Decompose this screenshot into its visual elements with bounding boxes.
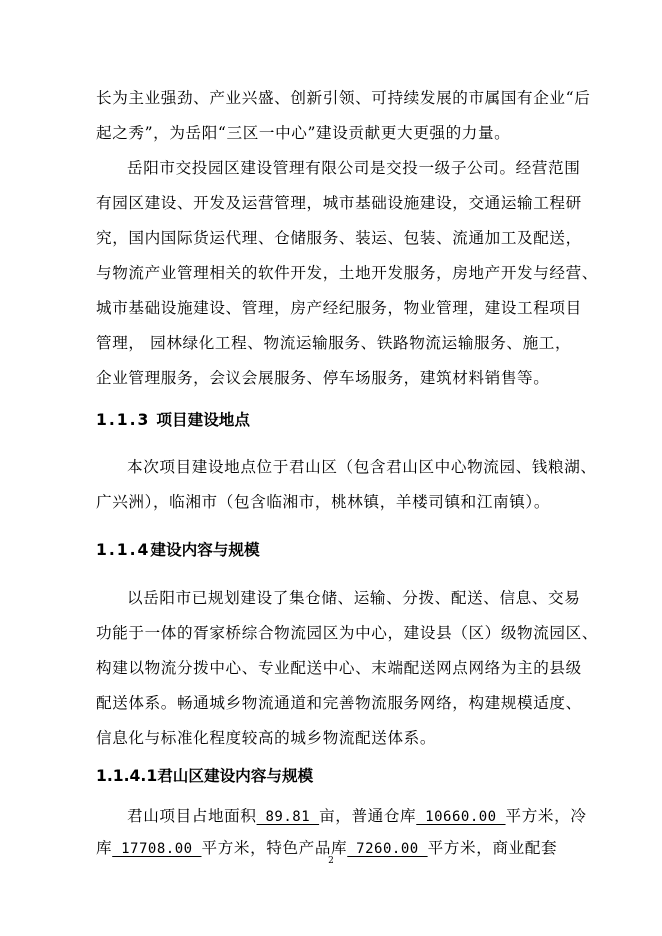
unit-mu-text: 亩，普通仓库 <box>319 807 417 825</box>
company-line-2: 有园区建设、开发及运营管理，城市基础设施建设，交通运输工程研 <box>96 194 582 212</box>
scope-line-4: 配送体系。畅通城乡物流通道和完善物流服务网络，构建规模适度、 <box>96 694 582 712</box>
unit-sqm-special-text: 平方米，特色产品库 <box>201 839 348 857</box>
location-line-2: 广兴洲），临湘市（包含临湘市，桃林镇，羊楼司镇和江南镇）。 <box>96 493 551 511</box>
junshan-prefix: 君山项目占地面积 <box>127 807 257 825</box>
land-area-value: 89.81 <box>256 809 320 825</box>
intro-line-2: 起之秀”，为岳阳“三区一中心”建设贡献更大更强的力量。 <box>96 124 511 142</box>
company-line-7: 企业管理服务，会议会展服务、停车场服务，建筑材料销售等。 <box>96 369 550 387</box>
section-title: 项目建设地点 <box>156 411 250 429</box>
company-line-1: 岳阳市交投园区建设管理有限公司是交投一级子公司。经营范围 <box>127 159 581 177</box>
section-number: 1.1.4 <box>96 541 151 559</box>
scope-line-5: 信息化与标准化程度较高的城乡物流配送体系。 <box>96 729 437 747</box>
company-line-4: 与物流产业管理相关的软件开发，土地开发服务，房地产开发与经营、 <box>96 264 599 282</box>
scope-line-1: 以岳阳市已规划建设了集仓储、运输、分拨、配送、信息、交易 <box>127 589 581 607</box>
section-heading-1-1-3 <box>96 410 250 430</box>
section-title: 建设内容与规模 <box>150 541 260 559</box>
company-line-5: 城市基础设施建设、管理，房产经纪服务，物业管理，建设工程项目 <box>96 299 582 317</box>
section-title: 君山区建设内容与规模 <box>157 767 314 785</box>
warehouse-value: 10660.00 <box>416 809 506 825</box>
page-number: 2 <box>328 856 334 866</box>
company-line-3: 究，国内国际货运代理、仓储服务、装运、包装、流通加工及配送， <box>96 229 582 247</box>
section-number: 1.1.4.1 <box>96 767 158 785</box>
company-line-6: 管理， 园林绿化工程、物流运输服务、铁路物流运输服务、施工， <box>96 334 572 352</box>
unit-sqm-comm-text: 平方米，商业配套 <box>427 839 558 857</box>
unit-sqm-cold-text: 平方米，冷 <box>505 807 587 825</box>
intro-line-1: 长为主业强劲、产业兴盛、创新引领、可持续发展的市属国有企业“后 <box>96 89 591 107</box>
junshan-line-1 <box>127 806 587 827</box>
location-line-1: 本次项目建设地点位于君山区（包含君山区中心物流园、钱粮湖、 <box>127 458 597 476</box>
cold-storage-value: 17708.00 <box>112 841 202 857</box>
cold-prefix: 库 <box>96 839 113 857</box>
section-heading-1-1-4-1 <box>96 766 313 786</box>
section-heading-1-1-4 <box>96 540 260 560</box>
special-storage-value: 7260.00 <box>347 841 428 857</box>
scope-line-2: 功能于一体的胥家桥综合物流园区为中心，建设县（区）级物流园区、 <box>96 624 599 642</box>
section-number: 1.1.3 <box>96 411 151 429</box>
scope-line-3: 构建以物流分拨中心、专业配送中心、末端配送网点网络为主的县级 <box>96 659 582 677</box>
